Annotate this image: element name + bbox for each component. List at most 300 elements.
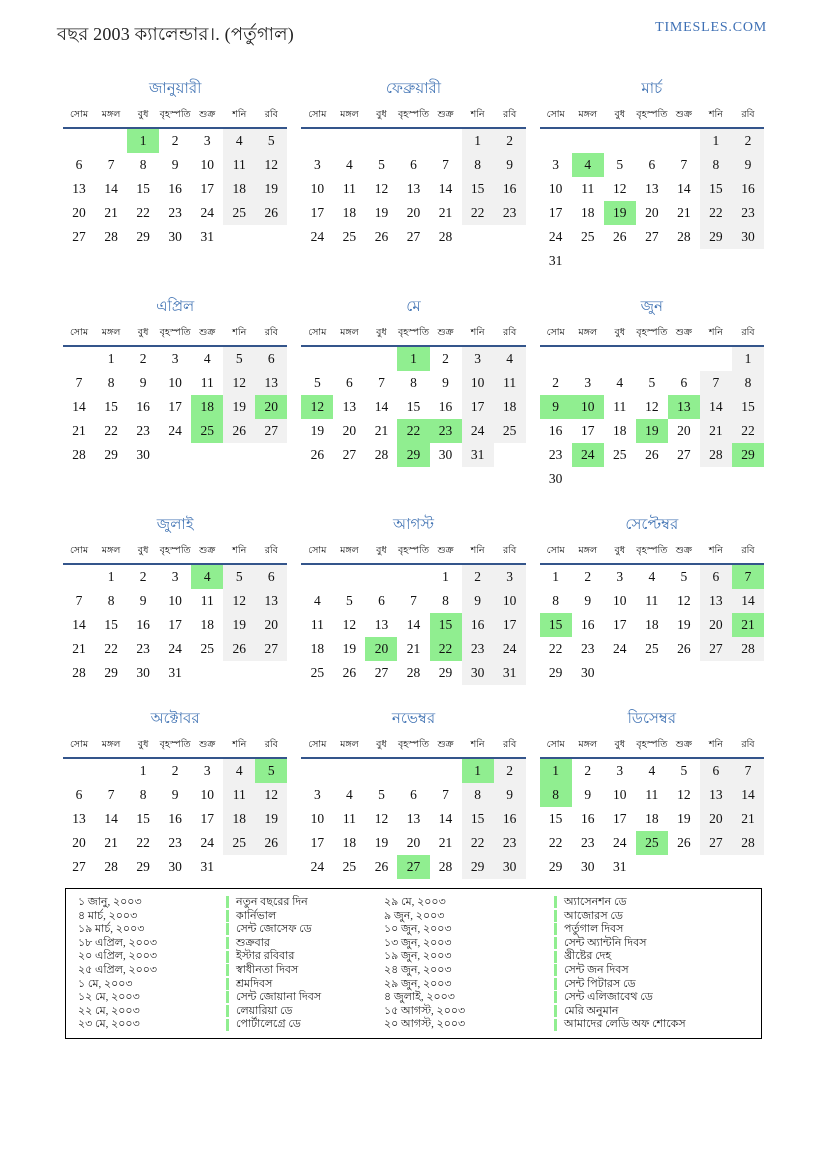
date-cell: 3 bbox=[203, 133, 211, 148]
date-cell: 27 bbox=[677, 447, 691, 462]
weekday-header: মঙ্গল bbox=[572, 108, 604, 128]
empty-cell bbox=[430, 758, 462, 783]
legend-entry bbox=[554, 910, 751, 923]
weekday-header: সোম bbox=[540, 544, 572, 564]
date-cell: 30 bbox=[580, 859, 595, 874]
month-block bbox=[540, 295, 764, 491]
legend-entry bbox=[226, 978, 384, 991]
empty-cell bbox=[223, 225, 255, 249]
month-table bbox=[540, 544, 764, 685]
weekday-header: রবি bbox=[494, 738, 526, 758]
date-cell: 12 bbox=[677, 787, 691, 802]
weekday-header: শনি bbox=[700, 326, 732, 346]
week-row bbox=[540, 249, 764, 273]
date-cell: 3 bbox=[171, 569, 179, 584]
weekend-date-cell: 1 bbox=[700, 128, 732, 153]
date-cell: 3 bbox=[584, 375, 592, 390]
date-cell: 5 bbox=[378, 157, 385, 172]
weekday-header: বুধ bbox=[604, 108, 636, 128]
weekday-header: শনি bbox=[223, 326, 255, 346]
brand-link[interactable]: TIMESLES.COM bbox=[655, 20, 767, 35]
empty-cell bbox=[732, 249, 764, 273]
date-cell: 6 bbox=[75, 787, 83, 802]
month-table bbox=[301, 108, 525, 249]
empty-cell bbox=[365, 346, 397, 371]
legend-date: ২৩ মে, ২০০৩ bbox=[78, 1018, 140, 1031]
date-cell: 19 bbox=[342, 641, 357, 656]
week-row bbox=[63, 758, 287, 783]
holiday-marker-icon bbox=[226, 910, 229, 922]
date-cell: 28 bbox=[677, 229, 691, 244]
date-cell: 9 bbox=[171, 157, 179, 172]
empty-cell bbox=[572, 249, 604, 273]
date-cell: 20 bbox=[72, 835, 86, 850]
date-cell: 16 bbox=[580, 811, 595, 826]
holiday-date-cell: 25 bbox=[191, 419, 223, 443]
weekend-date-cell: 8 bbox=[462, 783, 494, 807]
legend-holiday-name: শ্রমদিবস bbox=[236, 977, 273, 990]
month-title: অক্টোবর bbox=[150, 711, 200, 727]
date-cell: 14 bbox=[104, 811, 118, 826]
weekend-date-cell: 23 bbox=[494, 201, 526, 225]
date-cell: 25 bbox=[580, 229, 595, 244]
holiday-date-cell: 19 bbox=[604, 201, 636, 225]
weekend-date-cell: 23 bbox=[462, 637, 494, 661]
month-table bbox=[63, 326, 287, 467]
legend-holiday-name: আমাদের লেডি অফ শোকেস bbox=[564, 1018, 686, 1031]
date-cell: 25 bbox=[310, 665, 325, 680]
weekend-date-cell: 1 bbox=[732, 346, 764, 371]
weekend-date-cell: 27 bbox=[700, 637, 732, 661]
empty-cell bbox=[700, 855, 732, 879]
weekend-date-cell: 8 bbox=[732, 371, 764, 395]
date-cell: 20 bbox=[406, 205, 421, 220]
weekday-header: সোম bbox=[63, 738, 95, 758]
weekend-date-cell: 5 bbox=[223, 564, 255, 589]
month-table bbox=[63, 544, 287, 685]
week-row bbox=[301, 443, 525, 467]
date-cell: 10 bbox=[168, 375, 182, 390]
weekday-header: সোম bbox=[63, 544, 95, 564]
date-cell: 24 bbox=[548, 229, 563, 244]
weekday-header: শনি bbox=[700, 544, 732, 564]
holiday-date-cell: 22 bbox=[397, 419, 429, 443]
date-cell: 27 bbox=[72, 229, 86, 244]
weekend-date-cell: 6 bbox=[700, 564, 732, 589]
week-row bbox=[63, 807, 287, 831]
weekday-header: বুধ bbox=[127, 544, 159, 564]
date-cell: 10 bbox=[200, 157, 214, 172]
weekday-header: বৃহস্পতি bbox=[397, 544, 429, 564]
month-table bbox=[301, 738, 525, 879]
weekday-header: শুক্র bbox=[430, 108, 462, 128]
weekday-header: রবি bbox=[732, 108, 764, 128]
date-cell: 2 bbox=[584, 763, 592, 778]
legend-holiday-name: স্বাধীনতা দিবস bbox=[236, 963, 299, 976]
legend-entry bbox=[226, 896, 384, 909]
date-cell: 4 bbox=[648, 763, 656, 778]
date-cell: 7 bbox=[442, 157, 449, 172]
date-cell: 22 bbox=[548, 835, 563, 850]
date-cell: 12 bbox=[342, 617, 357, 632]
date-cell: 23 bbox=[136, 423, 150, 438]
date-cell: 9 bbox=[139, 375, 147, 390]
weekday-header: সোম bbox=[540, 738, 572, 758]
weekday-header: বৃহস্পতি bbox=[159, 738, 191, 758]
week-row bbox=[301, 128, 525, 153]
weekend-date-cell: 18 bbox=[223, 807, 255, 831]
date-cell: 19 bbox=[374, 835, 389, 850]
weekday-header: শুক্র bbox=[668, 544, 700, 564]
date-cell: 25 bbox=[342, 859, 357, 874]
date-cell: 6 bbox=[648, 157, 656, 172]
date-cell: 12 bbox=[677, 593, 691, 608]
date-cell: 4 bbox=[648, 569, 656, 584]
date-cell: 11 bbox=[645, 787, 659, 802]
empty-cell bbox=[430, 128, 462, 153]
empty-cell bbox=[572, 467, 604, 491]
week-row bbox=[63, 128, 287, 153]
date-cell: 18 bbox=[613, 423, 627, 438]
week-row bbox=[63, 613, 287, 637]
empty-cell bbox=[668, 346, 700, 371]
empty-cell bbox=[668, 249, 700, 273]
date-cell: 21 bbox=[374, 423, 389, 438]
date-cell: 21 bbox=[72, 423, 86, 438]
month-table bbox=[63, 738, 287, 879]
legend-entry bbox=[554, 937, 751, 950]
legend-date: ২২ মে, ২০০৩ bbox=[78, 1004, 140, 1017]
week-row bbox=[540, 564, 764, 589]
empty-cell bbox=[668, 661, 700, 685]
date-cell: 6 bbox=[378, 593, 385, 608]
legend-entry bbox=[226, 950, 384, 963]
date-cell: 17 bbox=[310, 835, 325, 850]
date-cell: 2 bbox=[552, 375, 560, 390]
weekend-date-cell: 6 bbox=[255, 564, 287, 589]
date-cell: 31 bbox=[200, 229, 214, 244]
date-cell: 2 bbox=[442, 351, 449, 366]
date-cell: 3 bbox=[313, 157, 321, 172]
holiday-date-cell: 4 bbox=[191, 564, 223, 589]
empty-cell bbox=[604, 249, 636, 273]
weekday-header: শনি bbox=[223, 108, 255, 128]
date-cell: 24 bbox=[168, 423, 182, 438]
weekend-date-cell: 17 bbox=[462, 395, 494, 419]
legend-holiday-name: সেন্ট জন দিবস bbox=[564, 963, 629, 976]
empty-cell bbox=[333, 346, 365, 371]
weekend-date-cell: 26 bbox=[255, 831, 287, 855]
holiday-date-cell: 5 bbox=[255, 758, 287, 783]
date-cell: 17 bbox=[580, 423, 595, 438]
date-cell: 26 bbox=[342, 665, 357, 680]
date-cell: 15 bbox=[136, 181, 150, 196]
holiday-date-cell: 1 bbox=[397, 346, 429, 371]
date-cell: 5 bbox=[648, 375, 656, 390]
weekend-date-cell: 16 bbox=[462, 613, 494, 637]
weekend-date-cell: 23 bbox=[494, 831, 526, 855]
date-cell: 11 bbox=[645, 593, 659, 608]
date-cell: 21 bbox=[438, 835, 453, 850]
date-cell: 27 bbox=[645, 229, 659, 244]
empty-cell bbox=[63, 564, 95, 589]
date-cell: 27 bbox=[374, 665, 389, 680]
empty-cell bbox=[159, 443, 191, 467]
weekend-date-cell: 30 bbox=[462, 661, 494, 685]
weekend-date-cell: 10 bbox=[494, 589, 526, 613]
date-cell: 6 bbox=[680, 375, 688, 390]
weekday-header: মঙ্গল bbox=[572, 738, 604, 758]
holiday-date-cell: 8 bbox=[540, 783, 572, 807]
weekday-header: বৃহস্পতি bbox=[397, 738, 429, 758]
date-cell: 4 bbox=[346, 157, 353, 172]
week-row bbox=[540, 661, 764, 685]
date-cell: 3 bbox=[171, 351, 179, 366]
date-cell: 10 bbox=[310, 811, 325, 826]
date-cell: 21 bbox=[72, 641, 86, 656]
month-title: আগস্ট bbox=[393, 517, 434, 533]
date-cell: 16 bbox=[168, 181, 182, 196]
weekend-date-cell: 19 bbox=[223, 395, 255, 419]
legend-date: ২৪ জুন, ২০০৩ bbox=[384, 963, 452, 976]
weekday-header: বুধ bbox=[127, 326, 159, 346]
weekend-date-cell: 14 bbox=[732, 783, 764, 807]
month-title: এপ্রিল bbox=[156, 299, 195, 315]
weekday-header: শুক্র bbox=[668, 108, 700, 128]
empty-cell bbox=[668, 467, 700, 491]
holiday-marker-icon bbox=[226, 1019, 229, 1031]
legend-entry bbox=[554, 978, 751, 991]
date-cell: 8 bbox=[552, 593, 560, 608]
weekday-header: শনি bbox=[700, 108, 732, 128]
holiday-date-cell: 19 bbox=[636, 419, 668, 443]
week-row bbox=[63, 395, 287, 419]
date-cell: 16 bbox=[136, 617, 150, 632]
weekend-date-cell: 29 bbox=[462, 855, 494, 879]
weekend-date-cell: 26 bbox=[223, 419, 255, 443]
empty-cell bbox=[333, 564, 365, 589]
date-cell: 25 bbox=[342, 229, 357, 244]
weekend-date-cell: 27 bbox=[255, 637, 287, 661]
empty-cell bbox=[462, 225, 494, 249]
holiday-marker-icon bbox=[226, 951, 229, 963]
empty-cell bbox=[63, 346, 95, 371]
date-cell: 16 bbox=[438, 399, 453, 414]
date-cell: 26 bbox=[645, 447, 659, 462]
date-cell: 26 bbox=[613, 229, 627, 244]
date-cell: 6 bbox=[75, 157, 83, 172]
date-cell: 28 bbox=[374, 447, 389, 462]
empty-cell bbox=[540, 346, 572, 371]
legend-date: ১২ মে, ২০০৩ bbox=[78, 991, 140, 1004]
date-cell: 7 bbox=[107, 787, 115, 802]
date-cell: 17 bbox=[548, 205, 563, 220]
date-cell: 29 bbox=[438, 665, 453, 680]
date-cell: 14 bbox=[677, 181, 691, 196]
legend-holiday-name: খ্রীষ্টের দেহ bbox=[564, 950, 612, 963]
weekend-date-cell: 20 bbox=[700, 613, 732, 637]
empty-cell bbox=[301, 128, 333, 153]
empty-cell bbox=[732, 661, 764, 685]
page-title: বছর 2003 ক্যালেন্ডার।. (পর্তুগাল) bbox=[57, 24, 294, 44]
date-cell: 9 bbox=[584, 787, 592, 802]
weekday-header: শুক্র bbox=[430, 544, 462, 564]
holiday-date-cell: 18 bbox=[191, 395, 223, 419]
empty-cell bbox=[700, 467, 732, 491]
weekday-header: বৃহস্পতি bbox=[159, 108, 191, 128]
month-title: জুন bbox=[640, 299, 663, 315]
week-row bbox=[301, 177, 525, 201]
date-cell: 14 bbox=[72, 617, 86, 632]
date-cell: 9 bbox=[584, 593, 592, 608]
legend-holiday-name: মেরি অনুমান bbox=[564, 1004, 619, 1017]
holiday-date-cell: 7 bbox=[732, 564, 764, 589]
date-cell: 7 bbox=[75, 593, 83, 608]
weekday-header: মঙ্গল bbox=[333, 108, 365, 128]
week-row bbox=[540, 467, 764, 491]
date-cell: 13 bbox=[72, 811, 86, 826]
weekday-header: বুধ bbox=[365, 738, 397, 758]
legend-holiday-name: শুক্রবার bbox=[236, 936, 271, 949]
weekday-header: রবি bbox=[732, 544, 764, 564]
holiday-date-cell: 1 bbox=[462, 758, 494, 783]
date-cell: 13 bbox=[342, 399, 357, 414]
holiday-marker-icon bbox=[226, 896, 229, 908]
date-cell: 13 bbox=[406, 811, 421, 826]
legend-entry bbox=[226, 1018, 384, 1031]
legend-entry bbox=[226, 991, 384, 1004]
holiday-date-cell: 29 bbox=[732, 443, 764, 467]
week-row bbox=[301, 831, 525, 855]
week-row bbox=[540, 831, 764, 855]
weekend-date-cell: 2 bbox=[732, 128, 764, 153]
month-block bbox=[63, 295, 287, 491]
weekend-date-cell: 24 bbox=[462, 419, 494, 443]
weekday-header: রবি bbox=[255, 108, 287, 128]
empty-cell bbox=[604, 346, 636, 371]
weekday-header: শনি bbox=[462, 108, 494, 128]
month-table bbox=[63, 108, 287, 249]
weekend-date-cell: 26 bbox=[223, 637, 255, 661]
legend-entry bbox=[226, 1005, 384, 1018]
week-row bbox=[63, 346, 287, 371]
legend-date: ২৯ মে, ২০০৩ bbox=[384, 896, 446, 908]
date-cell: 24 bbox=[200, 835, 214, 850]
date-cell: 12 bbox=[613, 181, 627, 196]
date-cell: 24 bbox=[200, 205, 214, 220]
holiday-date-cell: 27 bbox=[397, 855, 429, 879]
legend-date: ১৫ আগস্ট, ২০০৩ bbox=[384, 1004, 466, 1017]
date-cell: 2 bbox=[139, 569, 147, 584]
legend-entry bbox=[554, 991, 751, 1004]
date-cell: 7 bbox=[75, 375, 83, 390]
legend-date: ২০ আগস্ট, ২০০৩ bbox=[384, 1018, 466, 1031]
month-block bbox=[540, 513, 764, 685]
date-cell: 4 bbox=[203, 351, 211, 366]
empty-cell bbox=[255, 225, 287, 249]
date-cell: 29 bbox=[548, 665, 563, 680]
date-cell: 17 bbox=[613, 811, 627, 826]
week-row bbox=[63, 831, 287, 855]
weekday-header: বুধ bbox=[365, 544, 397, 564]
weekday-header: মঙ্গল bbox=[333, 326, 365, 346]
empty-cell bbox=[700, 661, 732, 685]
month-title: ডিসেম্বর bbox=[627, 711, 676, 727]
week-row bbox=[540, 128, 764, 153]
weekend-date-cell: 19 bbox=[255, 177, 287, 201]
date-cell: 11 bbox=[613, 399, 627, 414]
holiday-date-cell: 22 bbox=[430, 637, 462, 661]
legend-holiday-name: পোর্টালেগ্রে ডে bbox=[236, 1018, 301, 1031]
date-cell: 23 bbox=[168, 835, 182, 850]
legend-entry bbox=[226, 923, 384, 936]
week-row bbox=[301, 395, 525, 419]
month-block bbox=[63, 707, 287, 879]
weekend-date-cell: 7 bbox=[700, 371, 732, 395]
week-row bbox=[540, 443, 764, 467]
weekend-date-cell: 26 bbox=[255, 201, 287, 225]
date-cell: 3 bbox=[313, 787, 321, 802]
weekday-header: শনি bbox=[462, 326, 494, 346]
legend-entry bbox=[554, 896, 751, 909]
date-cell: 28 bbox=[72, 447, 86, 462]
date-cell: 27 bbox=[342, 447, 357, 462]
week-row bbox=[63, 153, 287, 177]
empty-cell bbox=[95, 128, 127, 153]
legend-date: ২০ এপ্রিল, ২০০৩ bbox=[78, 950, 158, 963]
week-row bbox=[63, 371, 287, 395]
date-cell: 22 bbox=[104, 641, 118, 656]
weekday-header: বুধ bbox=[365, 326, 397, 346]
date-cell: 8 bbox=[139, 157, 147, 172]
date-cell: 5 bbox=[378, 787, 385, 802]
date-cell: 13 bbox=[406, 181, 421, 196]
weekend-date-cell: 22 bbox=[700, 201, 732, 225]
date-cell: 23 bbox=[580, 641, 595, 656]
date-cell: 5 bbox=[616, 157, 624, 172]
date-cell: 5 bbox=[313, 375, 321, 390]
holiday-marker-icon bbox=[226, 1005, 229, 1017]
date-cell: 9 bbox=[171, 787, 179, 802]
date-cell: 17 bbox=[310, 205, 325, 220]
date-cell: 29 bbox=[548, 859, 563, 874]
empty-cell bbox=[540, 128, 572, 153]
empty-cell bbox=[301, 346, 333, 371]
date-cell: 19 bbox=[677, 811, 691, 826]
date-cell: 18 bbox=[580, 205, 595, 220]
legend-date: ১০ জুন, ২০০৩ bbox=[384, 923, 452, 936]
weekend-date-cell: 9 bbox=[494, 153, 526, 177]
holiday-date-cell: 25 bbox=[636, 831, 668, 855]
date-cell: 15 bbox=[406, 399, 421, 414]
date-cell: 13 bbox=[374, 617, 389, 632]
week-row bbox=[540, 153, 764, 177]
weekday-header: বুধ bbox=[365, 108, 397, 128]
legend-entry bbox=[226, 964, 384, 977]
weekend-date-cell: 4 bbox=[494, 346, 526, 371]
weekday-header: বুধ bbox=[127, 108, 159, 128]
month-block bbox=[63, 513, 287, 685]
date-cell: 20 bbox=[645, 205, 659, 220]
weekend-date-cell: 22 bbox=[462, 201, 494, 225]
legend-holiday-name: সেন্ট পিটারস ডে bbox=[564, 977, 636, 990]
empty-cell bbox=[636, 346, 668, 371]
date-cell: 27 bbox=[406, 229, 421, 244]
weekday-header: সোম bbox=[540, 108, 572, 128]
date-cell: 20 bbox=[72, 205, 86, 220]
date-cell: 3 bbox=[616, 763, 624, 778]
week-row bbox=[301, 758, 525, 783]
